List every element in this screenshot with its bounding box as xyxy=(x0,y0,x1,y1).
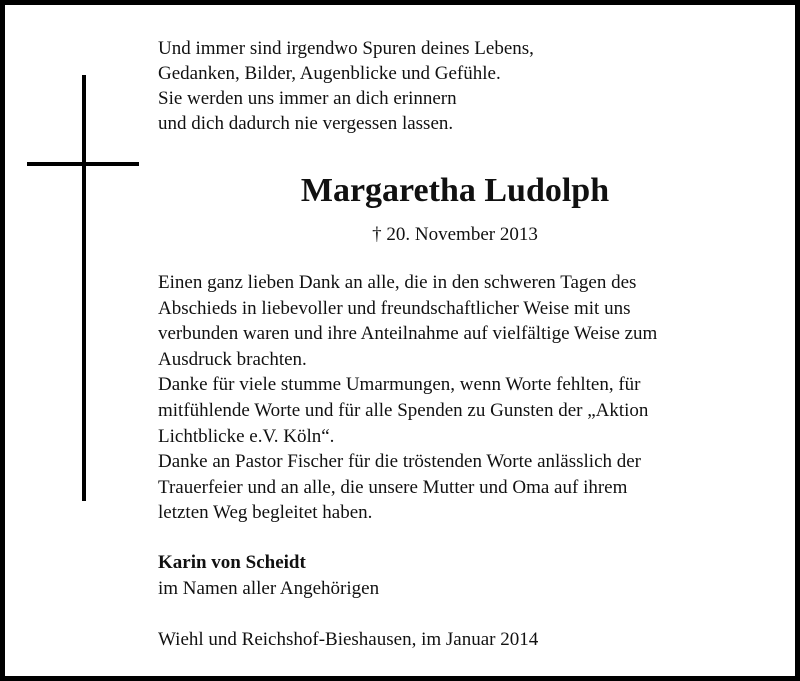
message-line: Einen ganz lieben Dank an alle, die in den schweren Tagen des xyxy=(158,272,637,293)
message-line: Abschieds in liebevoller und freundschaftlicher Weise mit uns xyxy=(158,297,631,319)
deceased-name: Margaretha Ludolph xyxy=(300,172,610,209)
poem xyxy=(158,36,534,136)
message-line: Danke für viele stumme Umarmungen, wenn Worte fehlten, für xyxy=(158,374,641,396)
thank-you-message xyxy=(158,270,657,526)
message-line: mitfühlende Worte und für alle Spenden zu Gunsten der „Aktion xyxy=(158,399,649,421)
message-line: Ausdruck brachten. xyxy=(158,348,307,370)
message-line: Trauerfeier und an alle, die unsere Mutter und Oma auf ihrem xyxy=(158,476,628,498)
cross-vertical-bar xyxy=(82,75,86,501)
cross-horizontal-bar xyxy=(27,162,139,166)
poem-line: Und immer sind irgendwo Spuren deines Lebens, xyxy=(158,38,534,59)
message-line: verbunden waren und ihre Anteilnahme auf vielfältige Weise zum xyxy=(158,323,658,345)
date-of-death: † 20. November 2013 xyxy=(372,224,538,245)
message-line: Danke an Pastor Fischer für die tröstenden Worte anlässlich der xyxy=(158,451,642,473)
place-and-date: Wiehl und Reichshof-Bieshausen, im Januar 2014 xyxy=(158,629,539,650)
poem-line: Sie werden uns immer an dich erinnern xyxy=(158,88,457,109)
message-line: Lichtblicke e.V. Köln“. xyxy=(158,425,335,447)
poem-line: und dich dadurch nie vergessen lassen. xyxy=(158,113,454,134)
signer-subtitle: im Namen aller Angehörigen xyxy=(158,578,380,599)
poem-line: Gedanken, Bilder, Augenblicke und Gefühle. xyxy=(158,63,501,84)
signer-name: Karin von Scheidt xyxy=(158,552,306,573)
message-line: letzten Weg begleitet haben. xyxy=(158,502,373,524)
